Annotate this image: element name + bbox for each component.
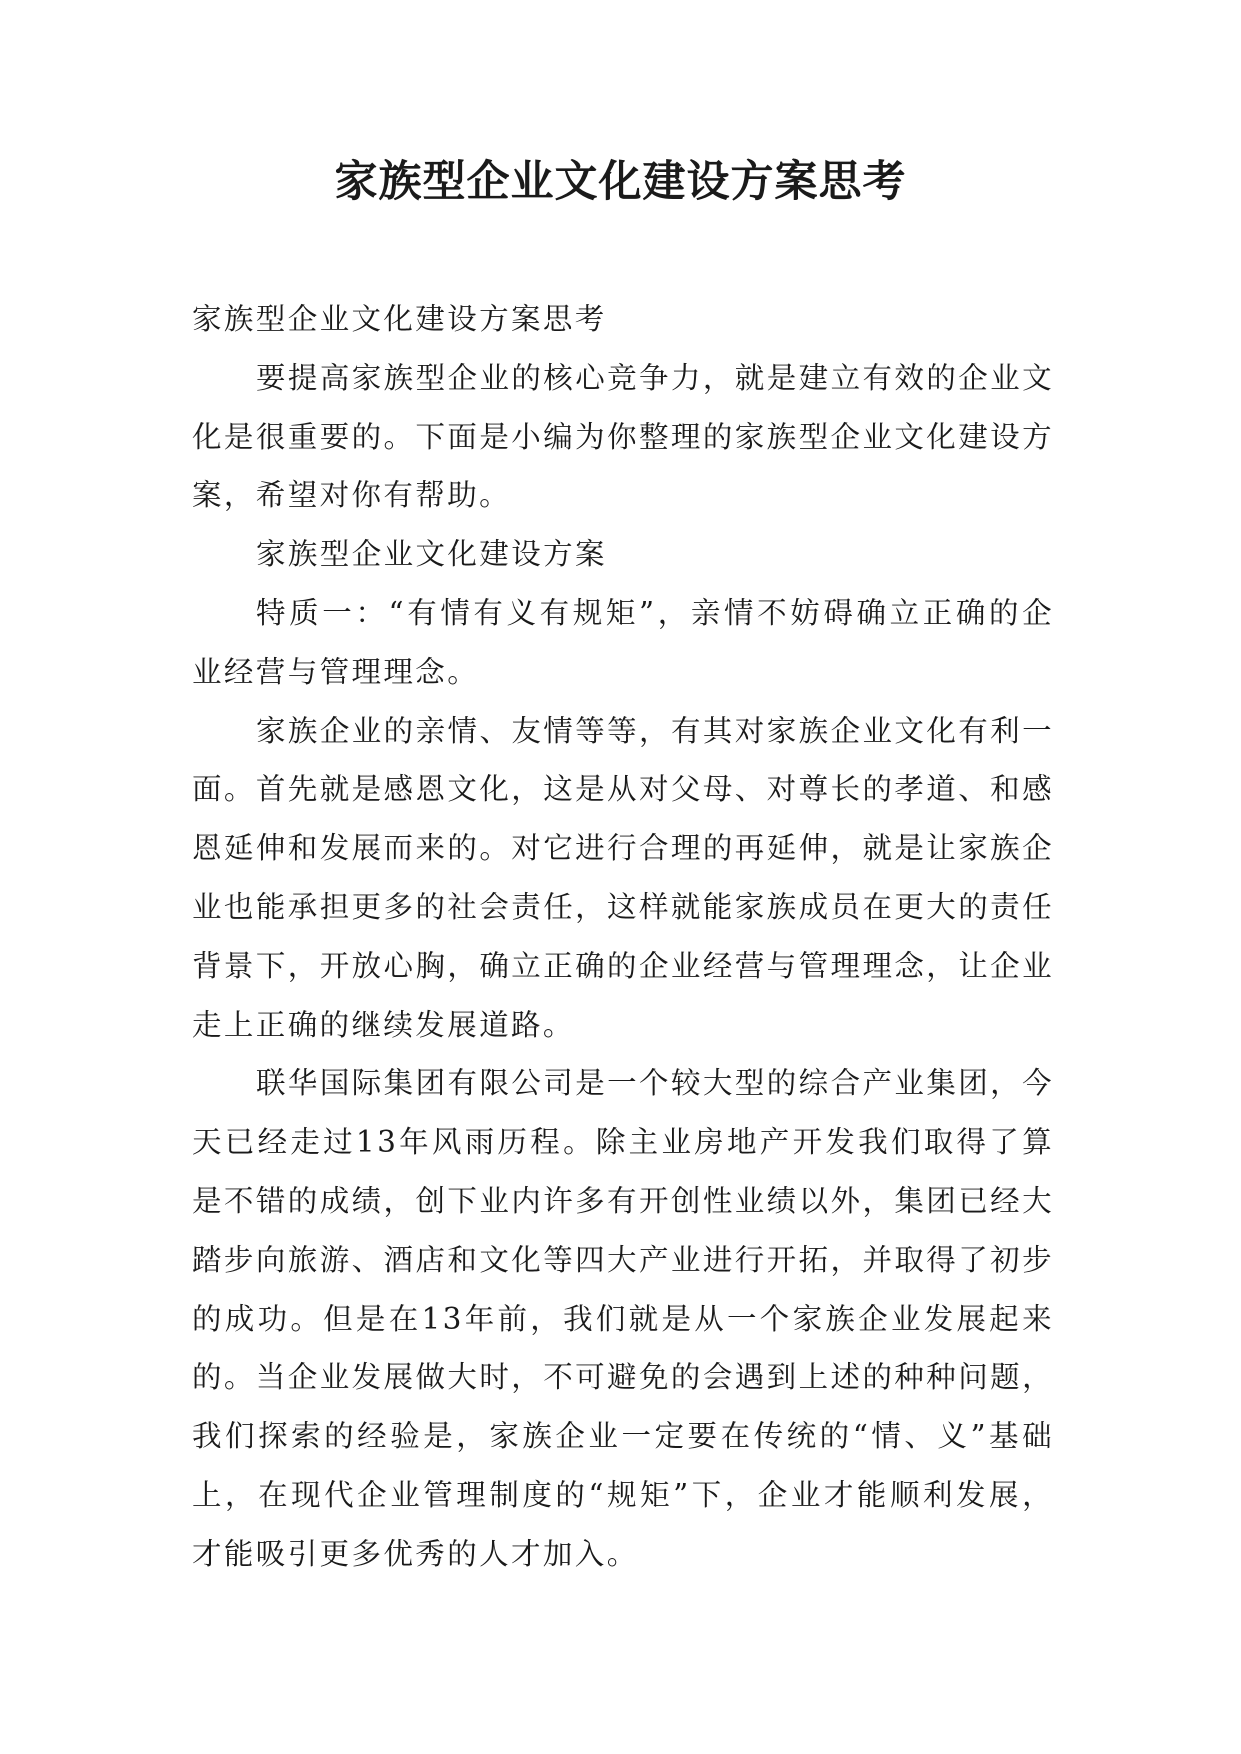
paragraph-lianhua-group: 联华国际集团有限公司是一个较大型的综合产业集团，今天已经走过13年风雨历程。除主业房地产开发我们取得了算是不错的成绩，创下业内许多有开创性业绩以外，集团已经大踏步向旅游、酒店和文化等四大产业进行开拓，并取得了初步的成功。但是在13年前，我们就是从一个家族企业发展起来的。当企业发展做大时，不可避免的会遇到上述的种种问题，我们探索的经验是，家族企业一定要在传统的“情、义”基础上，在现代企业管理制度的“规矩”下，企业才能顺利发展，才能吸引更多优秀的人才加入。 (192, 1066, 1054, 1571)
paragraph-family-affection: 家族企业的亲情、友情等等，有其对家族企业文化有利一面。首先就是感恩文化，这是从对父母、对尊长的孝道、和感恩延伸和发展而来的。对它进行合理的再延伸，就是让家族企业也能承担更多的社会责任，这样就能家族成员在更大的责任背景下，开放心胸，确立正确的企业经营与管理理念，让企业走上正确的继续发展道路。 (192, 713, 1054, 1042)
document-body (192, 290, 1054, 1584)
subtitle-line: 家族型企业文化建设方案思考 (192, 302, 607, 336)
section-heading: 家族型企业文化建设方案 (256, 537, 607, 572)
paragraph-intro: 要提高家族型企业的核心竞争力，就是建立有效的企业文化是很重要的。下面是小编为你整理的家族型企业文化建设方案，希望对你有帮助。 (192, 360, 1054, 513)
document-title: 家族型企业文化建设方案思考 (334, 157, 907, 207)
paragraph-trait-one: 特质一：“有情有义有规矩”，亲情不妨碍确立正确的企业经营与管理理念。 (192, 595, 1054, 689)
